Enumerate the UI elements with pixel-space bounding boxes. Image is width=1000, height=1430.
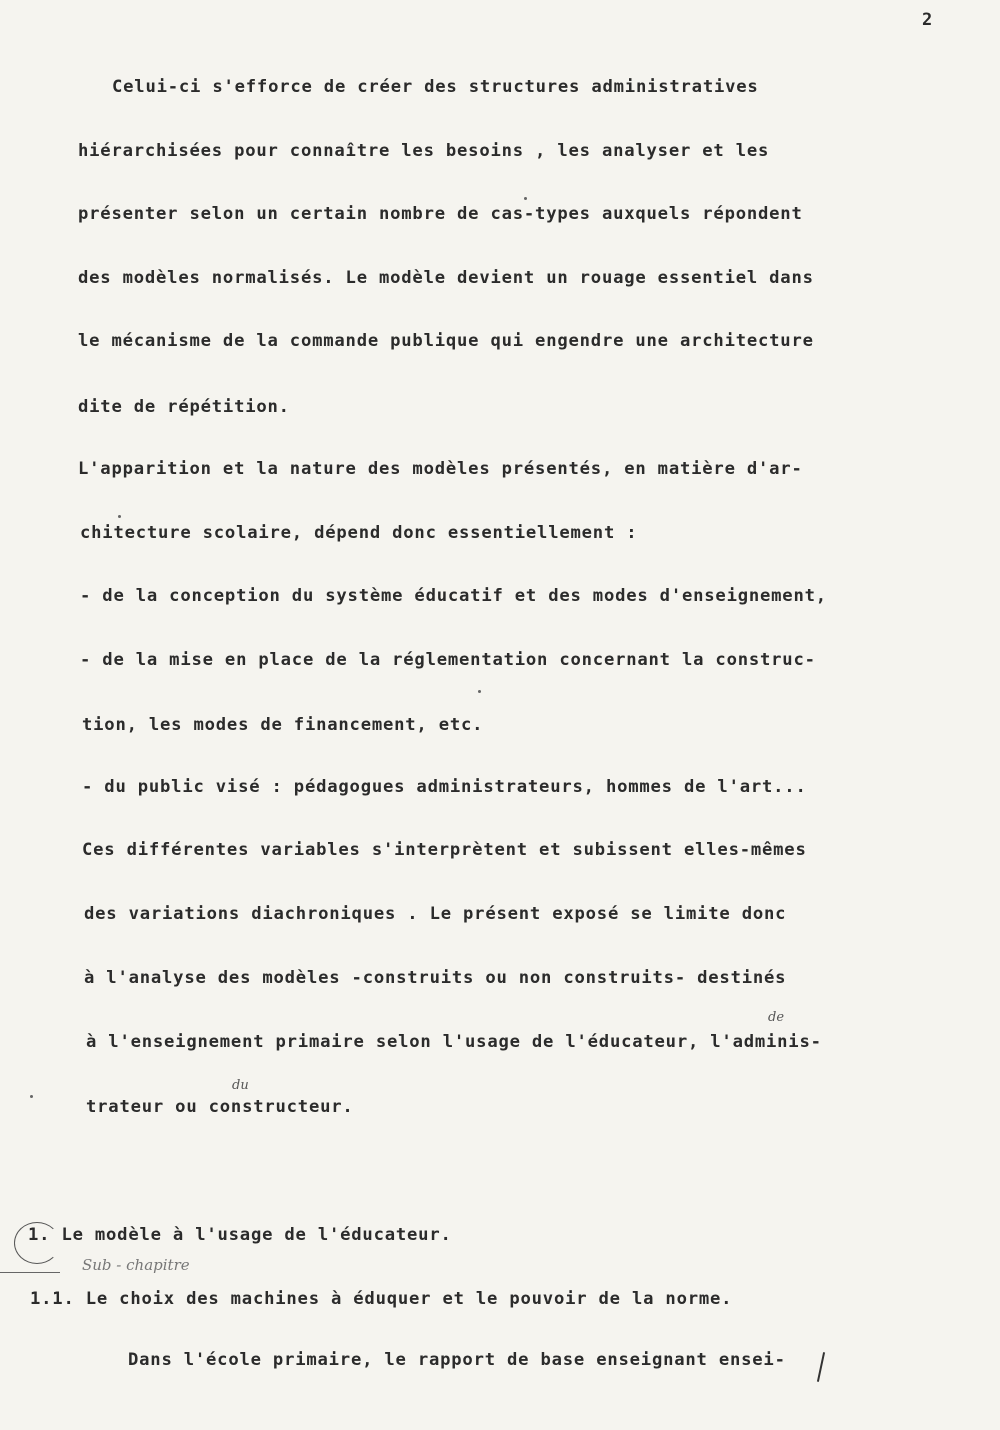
text-line: chitecture scolaire, dépend donc essentiellement : — [80, 523, 638, 543]
slash-mark — [817, 1352, 825, 1382]
text-line: hiérarchisées pour connaître les besoins , les analyser et les — [78, 141, 770, 161]
ink-dot — [524, 197, 527, 200]
text-line: Dans l'école primaire, le rapport de base enseignant ensei- — [128, 1350, 786, 1370]
margin-note: Sub - chapitre — [82, 1256, 190, 1274]
text-line: des variations diachroniques . Le présent exposé se limite donc — [84, 904, 787, 924]
ink-dot — [478, 690, 481, 693]
handwritten-correction: du — [232, 1078, 249, 1093]
text-line: L'apparition et la nature des modèles présentés, en matière d'ar- — [78, 459, 803, 479]
text-line: à l'analyse des modèles -construits ou non construits- destinés — [84, 968, 787, 988]
text-line: des modèles normalisés. Le modèle devient un rouage essentiel dans — [78, 268, 814, 288]
text-line: à l'enseignement primaire selon l'usage de l'éducateur, l'adminis- — [86, 1032, 822, 1052]
text-line: dite de répétition. — [78, 397, 290, 417]
handwritten-correction: de — [768, 1010, 785, 1025]
circle-mark — [14, 1222, 60, 1264]
ink-dot — [30, 1095, 33, 1098]
text-line: Celui-ci s'efforce de créer des structures administratives — [112, 77, 759, 97]
text-line: tion, les modes de financement, etc. — [82, 715, 484, 735]
text-line: - de la mise en place de la réglementation concernant la construc- — [80, 650, 816, 670]
text-line: présenter selon un certain nombre de cas-types auxquels répondent — [78, 204, 803, 224]
subsection-heading: 1.1. Le choix des machines à éduquer et le pouvoir de la norme. — [30, 1289, 733, 1309]
text-line: trateur ou constructeur. — [86, 1097, 354, 1117]
text-line: Ces différentes variables s'interprètent et subissent elles-mêmes — [82, 840, 807, 860]
section-heading: 1. Le modèle à l'usage de l'éducateur. — [28, 1225, 452, 1245]
text-line: - du public visé : pédagogues administrateurs, hommes de l'art... — [82, 777, 807, 797]
text-line: - de la conception du système éducatif et des modes d'enseignement, — [80, 586, 827, 606]
ink-dot — [118, 515, 121, 518]
pen-stroke — [0, 1272, 60, 1273]
page-number: 2 — [922, 10, 933, 30]
text-line: le mécanisme de la commande publique qui engendre une architecture — [78, 331, 814, 351]
